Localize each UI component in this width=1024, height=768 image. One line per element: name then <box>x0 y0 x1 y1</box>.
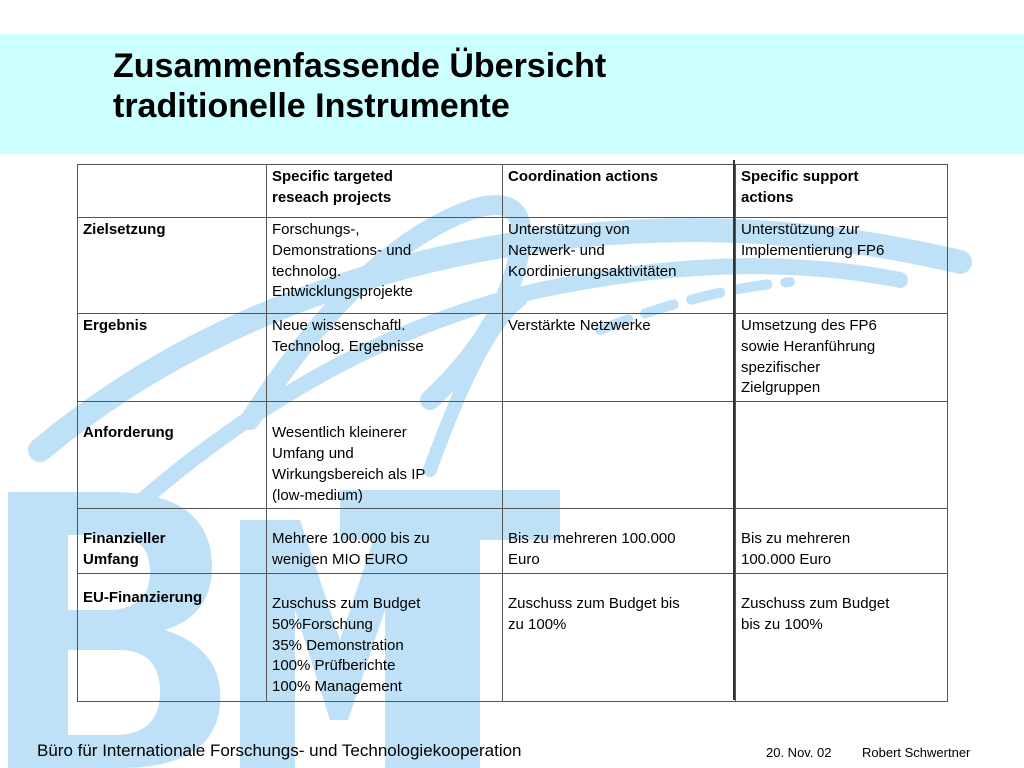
table-cell: Zuschuss zum Budget 50%Forschung 35% Demonstration 100% Prüfberichte 100% Management <box>267 573 503 701</box>
row-label: Anforderung <box>78 402 267 509</box>
table-cell: Verstärkte Netzwerke <box>503 314 736 402</box>
table-cell: Umsetzung des FP6 sowie Heranführung spezifischer Zielgruppen <box>736 314 948 402</box>
table-cell: Mehrere 100.000 bis zu wenigen MIO EURO <box>267 509 503 574</box>
footer-author: Robert Schwertner <box>862 745 971 760</box>
table-cell: Zuschuss zum Budget bis zu 100% <box>503 573 736 701</box>
row-label: Finanzieller Umfang <box>78 509 267 574</box>
table-cell: Unterstützung von Netzwerk- und Koordinierungsaktivitäten <box>503 218 736 314</box>
table-cell: Bis zu mehreren 100.000 Euro <box>736 509 948 574</box>
table-row <box>78 509 948 574</box>
table-row <box>78 314 948 402</box>
header-cell-empty <box>78 165 267 218</box>
table-cell: Wesentlich kleinerer Umfang und Wirkungsbereich als IP (low-medium) <box>267 402 503 509</box>
row-label: EU-Finanzierung <box>78 573 267 701</box>
slide-title <box>113 46 606 126</box>
table-cell <box>736 402 948 509</box>
footer-date: 20. Nov. 02 <box>766 745 832 760</box>
footer-organization: Büro für Internationale Forschungs- und Technologiekooperation <box>37 741 522 760</box>
row-label: Zielsetzung <box>78 218 267 314</box>
table-cell: Zuschuss zum Budget bis zu 100% <box>736 573 948 701</box>
overview-table <box>77 164 948 702</box>
header-cell-ssa: Specific support actions <box>736 165 948 218</box>
table-cell <box>503 402 736 509</box>
table-cell: Forschungs-, Demonstrations- und technolog. Entwicklungsprojekte <box>267 218 503 314</box>
table-row <box>78 402 948 509</box>
table-header-row <box>78 165 948 218</box>
header-cell-str: Specific targeted reseach projects <box>267 165 503 218</box>
table-cell: Bis zu mehreren 100.000 Euro <box>503 509 736 574</box>
header-cell-coordination: Coordination actions <box>503 165 736 218</box>
row-label: Ergebnis <box>78 314 267 402</box>
title-line-1: Zusammenfassende Übersicht <box>113 47 607 85</box>
table-row <box>78 218 948 314</box>
column-divider <box>733 160 735 700</box>
table-cell: Neue wissenschaftl. Technolog. Ergebnisse <box>267 314 503 402</box>
table-row <box>78 573 948 701</box>
title-line-2: traditionelle Instrumente <box>113 87 510 125</box>
table-cell: Unterstützung zur Implementierung FP6 <box>736 218 948 314</box>
